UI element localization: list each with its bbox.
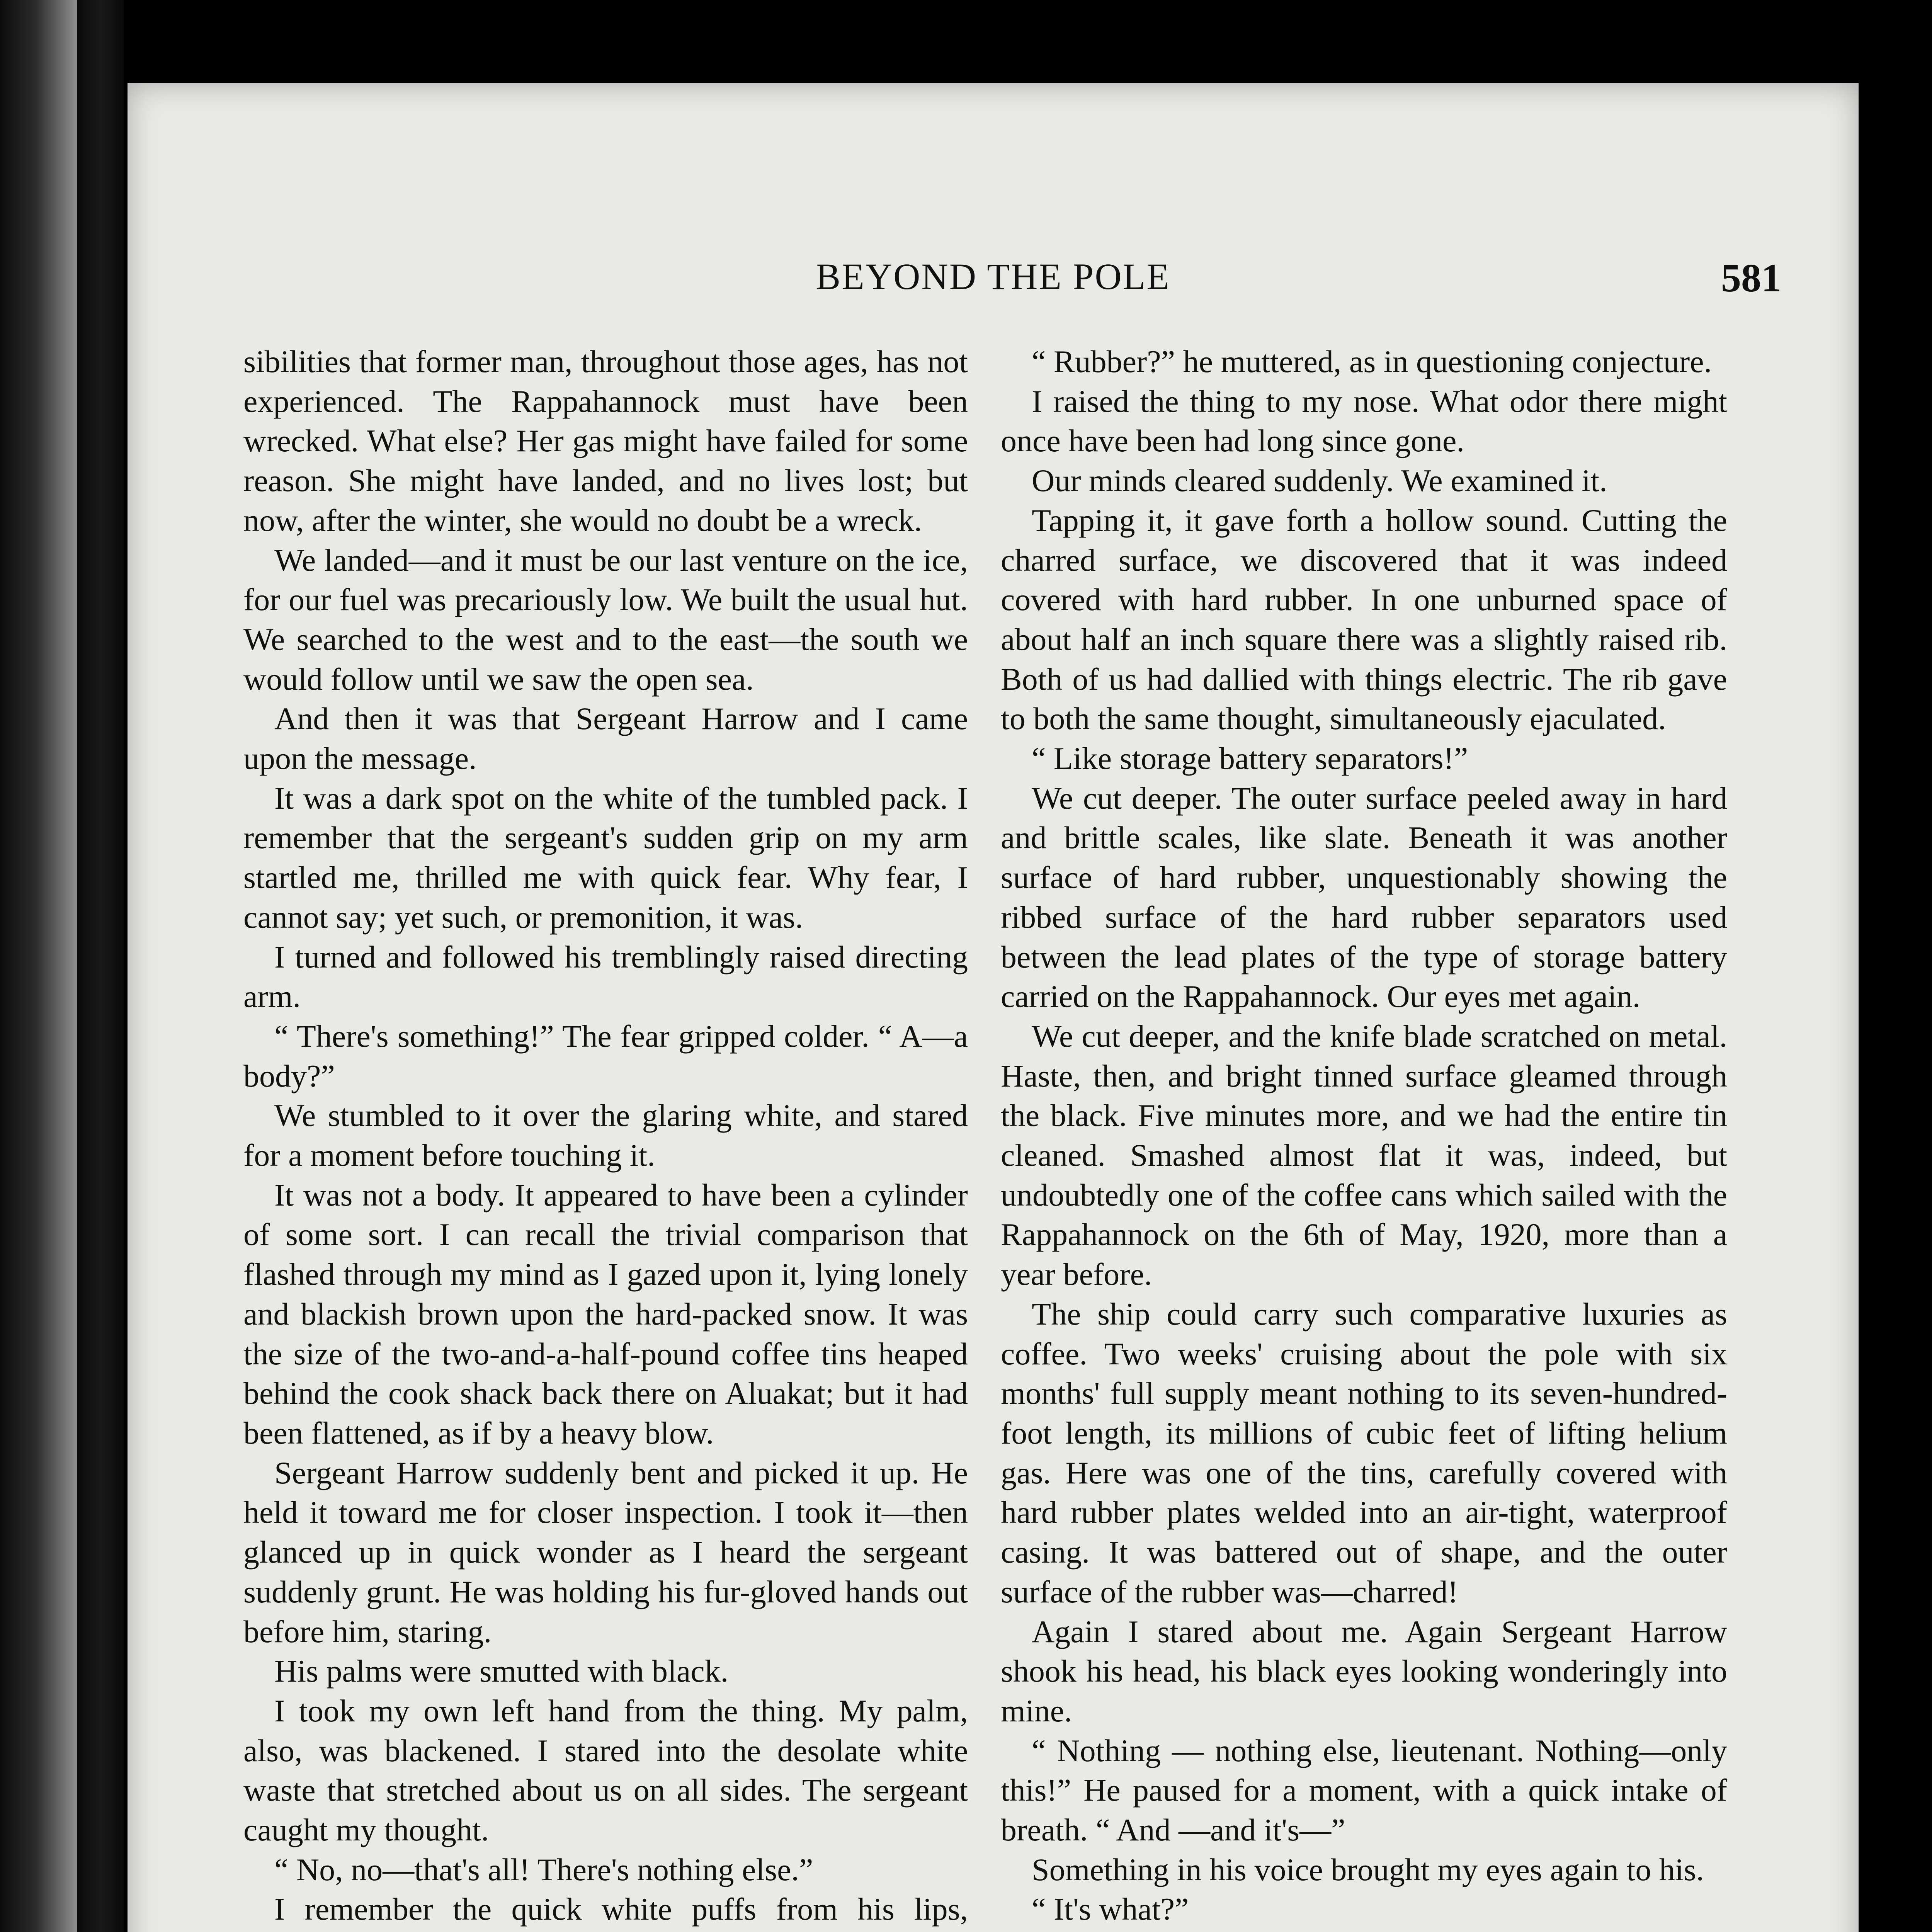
paragraph (1001, 1929, 1727, 1932)
left-column (243, 342, 968, 1932)
paragraph: Our minds cleared suddenly. We examined it. (1032, 463, 1607, 498)
paragraph: Again I stared about me. Again Sergeant Harrow shook his head, his black eyes looking wonderingly into mine. (1001, 1614, 1727, 1728)
paragraph: And then it was that Sergeant Harrow and I came upon the message. (243, 701, 968, 776)
paragraph: “ No, no—that's all! There's nothing else.” (274, 1852, 813, 1887)
paragraph: I took my own left hand from the thing. My palm, also, was blackened. I stared into the desolate white waste that stretched about us on all sides. The sergeant caught my thought. (243, 1693, 968, 1848)
paragraph: “ Rubber?” he muttered, as in questioning conjecture. (1032, 344, 1712, 379)
paragraph: The ship could carry such comparative luxuries as coffee. Two weeks' cruising about the pole with six months' full supply meant nothing to its seven-hundred-foot length, its millions of cubic feet of lifting helium gas. Here was one of the tins, carefully covered with hard rubber plates welded into an air-tight, waterproof casing. It was battered out of shape, and the outer surface of the rubber was—charred! (1001, 1296, 1727, 1609)
paragraph: “ Nothing — nothing else, lieutenant. Nothing—only this!” He paused for a moment, with a quick intake of breath. “ And —and it's—” (1001, 1733, 1727, 1848)
paragraph: We cut deeper. The outer surface peeled away in hard and brittle scales, like slate. Beneath it was another surface of hard rubber, unquestionably showing the ribbed surface of the hard rubber separators used between the lead plates of the type of storage battery carried on the Rappahannock. Our eyes met again. (1001, 780, 1727, 1014)
running-head (128, 255, 1859, 305)
paragraph: Sergeant Harrow suddenly bent and picked it up. He held it toward me for closer inspection. I took it—then glanced up in quick wonder as I heard the sergeant suddenly grunt. He was holding his fur-gloved hands out before him, staring. (243, 1455, 968, 1649)
paragraph: Tapping it, it gave forth a hollow sound. Cutting the charred surface, we discovered that it was indeed covered with hard rubber. In one unburned space of about half an inch square there was a slightly raised rib. Both of us had dallied with things electric. The rib gave to both the same thought, simultaneously ejaculated. (1001, 502, 1727, 736)
paragraph: His palms were smutted with black. (274, 1653, 729, 1689)
paragraph: We stumbled to it over the glaring white, and stared for a moment before touching it. (243, 1098, 968, 1173)
paragraph: sibilities that former man, throughout those ages, has not experienced. The Rappahannock must have been wrecked. What else? Her gas might have failed for some reason. She might have landed, and no lives lost; but now, after the winter, she would no doubt be a wreck. (243, 344, 968, 538)
page-number: 581 (1721, 256, 1781, 300)
paragraph: We cut deeper, and the knife blade scratched on metal. Haste, then, and bright tinned surface gleamed through the black. Five minutes more, and we had the entire tin cleaned. Smashed almost flat it was, indeed, but undoubtedly one of the coffee cans which sailed with the Rappahannock on the 6th of May, 1920, more than a year before. (1001, 1018, 1727, 1292)
paragraph: “ There's something!” The fear gripped colder. “ A—a body?” (243, 1018, 968, 1094)
paragraph: I remember the quick white puffs from his lips, (274, 1891, 968, 1927)
running-title: BEYOND THE POLE (816, 256, 1170, 297)
paragraph: We landed—and it must be our last venture on the ice, for our fuel was precariously low. We built the usual hut. We searched to the west and to the east—the south we would follow until we saw the open sea. (243, 542, 968, 697)
paragraph: I raised the thing to my nose. What odor there might once have been had long since gone. (1001, 383, 1727, 459)
paragraph: It was a dark spot on the white of the tumbled pack. I remember that the sergeant's sudden grip on my arm startled me, thrilled me with quick fear. Why fear, I cannot say; yet such, or premonition, it was. (243, 780, 968, 935)
paragraph: “ It's what?” (1032, 1891, 1189, 1927)
paragraph: Something in his voice brought my eyes again to his. (1032, 1852, 1704, 1887)
book-page (128, 83, 1859, 1932)
right-column (1001, 342, 1727, 1932)
binding-gutter (77, 0, 124, 1932)
paragraph: “ Like storage battery separators!” (1032, 741, 1468, 776)
paragraph: I turned and followed his tremblingly raised directing arm. (243, 939, 968, 1014)
paragraph: It was not a body. It appeared to have been a cylinder of some sort. I can recall the trivial comparison that flashed through my mind as I gazed upon it, lying lonely and blackish brown upon the hard-packed snow. It was the size of the two-and-a-half-pound coffee tins heaped behind the cook shack back there on Aluakat; but it had been flattened, as if by a heavy blow. (243, 1177, 968, 1451)
